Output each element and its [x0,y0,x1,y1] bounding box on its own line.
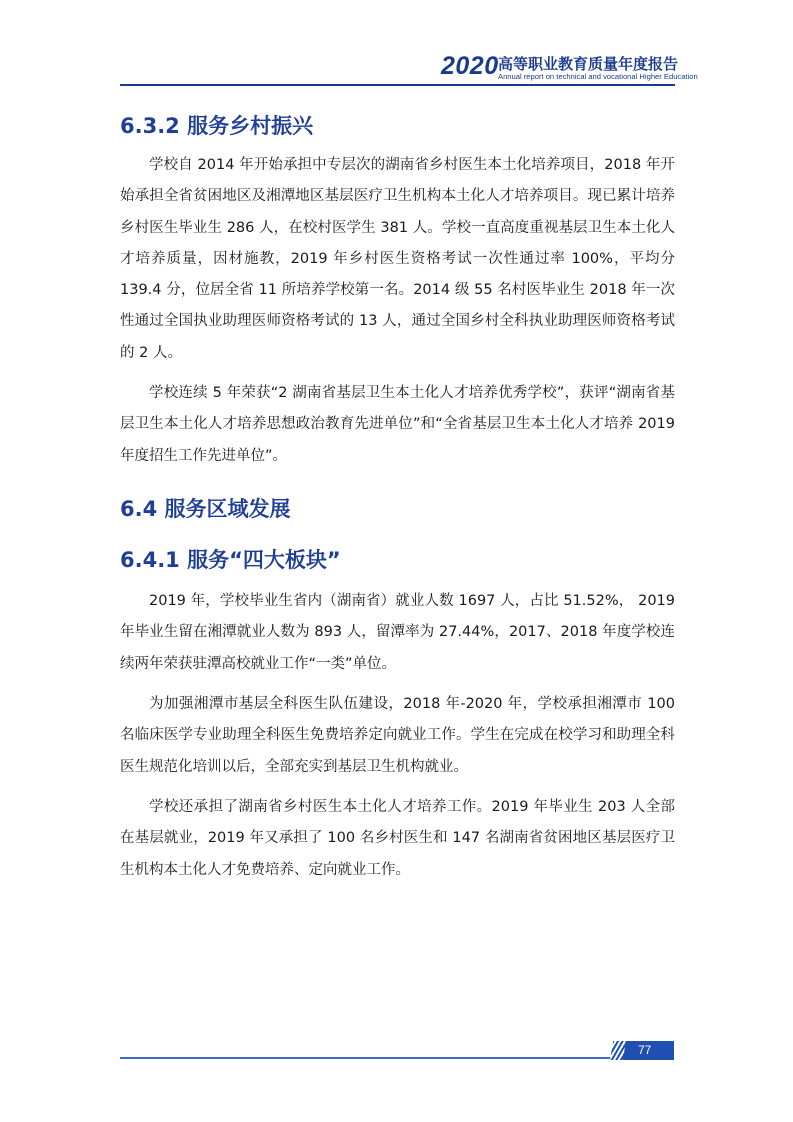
paragraph: 学校还承担了湖南省乡村医生本土化人才培养工作。2019 年毕业生 203 人全部在基层就业，2019 年又承担了 100 名乡村医生和 147 名湖南省贫困地区基层医疗卫生机构本土化人才免费培养、定向就业工作。 [120,799,675,878]
footer-divider [120,1057,630,1059]
section-heading-6-4: 6.4 服务区域发展 [120,497,291,521]
header-year: 2020 [441,52,499,80]
section-heading-6-3-2: 6.3.2 服务乡村振兴 [120,114,314,138]
header-subtitle: Annual report on technical and vocational Higher Education [498,72,698,81]
page-header [0,0,793,90]
paragraph: 为加强湘潭市基层全科医生队伍建设，2018 年-2020 年，学校承担湘潭市 100 名临床医学专业助理全科医生免费培养定向就业工作。学生在完成在校学习和助理全科医生规范化培训以后，全部充实到基层卫生机构就业。 [120,696,675,775]
paragraph: 2019 年，学校毕业生省内（湖南省）就业人数 1697 人，占比 51.52%， 2019 年毕业生留在湘潭就业人数为 893 人，留潭率为 27.44%，2017、2018 年度学校连续两年荣获驻潭高校就业工作“一类”单位。 [120,593,675,672]
paragraph: 学校连续 5 年荣获“2 湖南省基层卫生本土化人才培养优秀学校”，获评“湖南省基层卫生本土化人才培养思想政治教育先进单位”和“全省基层卫生本土化人才培养 2019 年度招生工作先进单位”。 [120,385,675,464]
paragraph: 学校自 2014 年开始承担中专层次的湖南省乡村医生本土化培养项目，2018 年开始承担全省贫困地区及湘潭地区基层医疗卫生机构本土化人才培养项目。现已累计培养乡村医生毕业生 286 人，在校村医学生 381 人。学校一直高度重视基层卫生本土化人才培养质量，因材施教，2019 年乡村医生资格考试一次性通过率 100%，平均分 139.4 分，位居全省 11 所培养学校第一名。2014 级 55 名村医毕业生 2018 年一次性通过全国执业助理医师资格考试的 13 人，通过全国乡村全科执业助理医师资格考试的 2 人。 [120,157,675,361]
header-title: 高等职业教育质量年度报告 [498,55,679,73]
page-number: 77 [638,1043,652,1057]
section-heading-6-4-1: 6.4.1 服务“四大板块” [120,548,341,572]
page-footer [0,1030,793,1070]
header-divider [120,84,675,86]
